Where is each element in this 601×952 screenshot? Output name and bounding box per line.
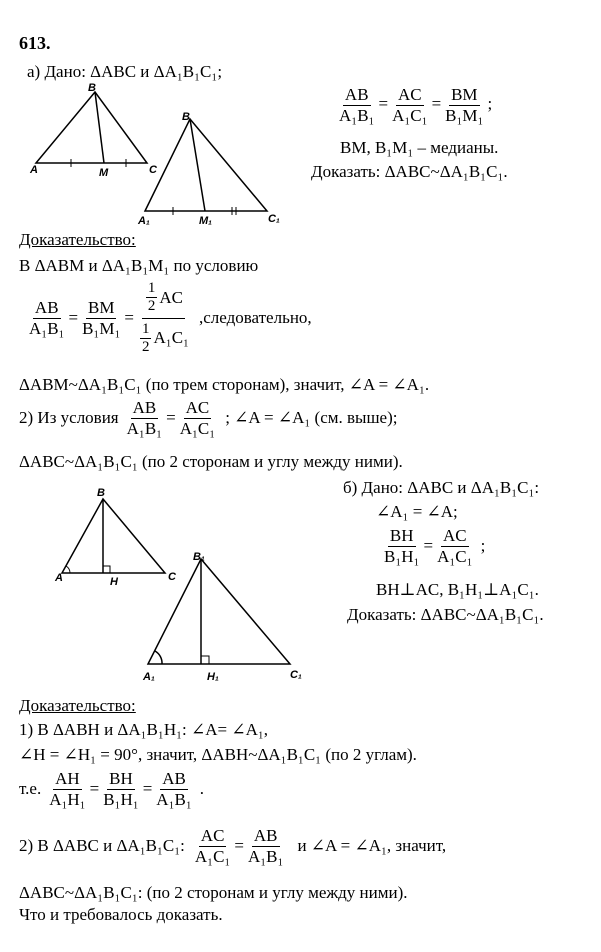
line4-end: и ∠A = ∠A₁, значит, bbox=[297, 836, 447, 856]
triangle-abc-altitude bbox=[62, 499, 165, 573]
triangle-abc bbox=[36, 92, 147, 163]
therefore-text: ,следовательно, bbox=[198, 308, 312, 327]
denominator: 2 bbox=[147, 298, 156, 315]
fraction bbox=[382, 526, 421, 566]
denominator: A₁C₁ bbox=[194, 846, 231, 866]
numerator: AC bbox=[398, 85, 422, 104]
label-b1: B bbox=[182, 111, 190, 123]
numerator: 1 bbox=[146, 280, 158, 298]
label-c1: C₁ bbox=[290, 669, 302, 681]
right-angle-mark bbox=[103, 566, 110, 573]
numerator: AC bbox=[443, 526, 467, 545]
part-b-angle: ∠A₁ = ∠A; bbox=[376, 502, 458, 521]
numerator: AB bbox=[34, 297, 59, 317]
numerator: 1 bbox=[140, 321, 152, 339]
prove-a: Доказать: ΔABC~ΔA₁B₁C₁. bbox=[311, 162, 508, 181]
proof-b-line4 bbox=[19, 826, 446, 866]
proof-b-line1: 1) В ΔABH и ΔA₁B₁H₁: ∠A= ∠A₁, bbox=[19, 720, 269, 739]
label-m: M bbox=[99, 167, 109, 179]
half-num-text: AC bbox=[159, 287, 184, 307]
half-fraction bbox=[146, 280, 158, 316]
angle-arc-a1 bbox=[155, 651, 162, 664]
proof-a-line3: ΔABM~ΔA₁B₁C₁ (по трем сторонам), значит, ∠A = ∠A₁. bbox=[19, 375, 430, 394]
ie-text: т.е. bbox=[19, 779, 42, 799]
label-a: A bbox=[55, 572, 63, 584]
denominator: 2 bbox=[141, 338, 150, 355]
proof-b-heading: Доказательство: bbox=[19, 696, 136, 715]
denominator: A₁B₁ bbox=[126, 418, 163, 438]
part-b-perp: BH⊥AC, B₁H₁⊥A₁C₁. bbox=[376, 580, 539, 599]
fraction bbox=[101, 769, 140, 809]
label-a1: A₁ bbox=[143, 671, 155, 683]
label-c: C bbox=[149, 164, 157, 176]
numerator: AH bbox=[55, 769, 80, 788]
problem-number: 613. bbox=[19, 33, 51, 53]
fraction bbox=[154, 769, 193, 809]
given-label: а) Дано: bbox=[27, 62, 86, 81]
part-b-ratio bbox=[380, 526, 485, 566]
line4-end: ; ∠A = ∠A₁ (см. выше); bbox=[225, 408, 398, 428]
numerator: BM bbox=[451, 85, 478, 104]
label-a1: A₁ bbox=[138, 215, 150, 227]
triangle-a1b1c1 bbox=[145, 119, 267, 211]
numerator: AB bbox=[253, 826, 278, 845]
median-b1m1 bbox=[190, 119, 205, 211]
denominator: A₁H₁ bbox=[49, 789, 86, 809]
numerator: BH bbox=[109, 769, 133, 788]
fraction bbox=[80, 298, 122, 338]
label-c1: C₁ bbox=[268, 213, 280, 225]
equals-sign: = bbox=[89, 779, 100, 799]
denominator: B₁H₁ bbox=[103, 789, 139, 809]
denominator: A₁C₁ bbox=[392, 105, 428, 125]
denominator: A₁B₁ bbox=[339, 105, 375, 125]
denominator: A₁B₁ bbox=[29, 318, 65, 338]
denominator: A₁C₁ bbox=[437, 546, 473, 566]
numerator: AB bbox=[132, 398, 157, 417]
denominator: A₁B₁ bbox=[247, 846, 284, 866]
label-h1: H₁ bbox=[207, 671, 219, 683]
compound-fraction bbox=[136, 280, 191, 356]
label-a: A bbox=[30, 164, 38, 176]
equals-sign: = bbox=[68, 308, 79, 327]
label-b: B bbox=[97, 487, 105, 499]
compound-numerator bbox=[142, 280, 185, 319]
numerator: AC bbox=[185, 398, 210, 417]
ratio-condition: $\frac{AB}{\text{A₁B₁}}$ = $\frac{AC}{\text{A₁C₁}}$ = $\frac{BM}{\text{B₁M₁}}$ ; bbox=[339, 85, 493, 125]
label-b1: B₁ bbox=[193, 551, 205, 563]
equals-sign: = bbox=[142, 779, 153, 799]
label-b: B bbox=[88, 82, 96, 94]
proof-a-line5: ΔABC~ΔA₁B₁C₁ (по 2 сторонам и углу между ними). bbox=[19, 452, 403, 471]
fraction bbox=[47, 769, 87, 809]
ratio-end: ; bbox=[487, 93, 493, 113]
numerator: AC bbox=[200, 826, 225, 845]
label-c: C bbox=[168, 571, 176, 583]
medians-text: BM, B₁M₁ – медианы. bbox=[340, 138, 499, 157]
given-triangles: ΔABC и ΔA₁B₁C₁; bbox=[90, 62, 223, 81]
fraction bbox=[246, 826, 285, 866]
label-h: H bbox=[110, 576, 118, 588]
numerator: BH bbox=[389, 526, 414, 545]
equals-sign: = bbox=[124, 308, 134, 327]
numerator: AB bbox=[162, 769, 186, 788]
proof-a-line4 bbox=[19, 398, 397, 438]
proof-b-ie-ratio bbox=[19, 769, 204, 809]
ratio-end: ; bbox=[480, 536, 486, 556]
conclusion: Что и требовалось доказать. bbox=[19, 905, 223, 924]
fraction bbox=[27, 298, 66, 338]
fraction bbox=[125, 398, 164, 438]
label-m1: M₁ bbox=[199, 215, 213, 227]
denominator: A₁C₁ bbox=[179, 418, 216, 438]
fraction bbox=[435, 526, 474, 566]
proof-a-line1: В ΔABM и ΔA₁B₁M₁ по условию bbox=[19, 256, 259, 275]
numerator: AB bbox=[344, 85, 369, 104]
part-b-prove: Доказать: ΔABC~ΔA₁B₁C₁. bbox=[347, 605, 544, 624]
fraction bbox=[193, 826, 232, 866]
line4-start: 2) В ΔABC и ΔA₁B₁C₁: bbox=[19, 836, 185, 856]
denominator: B₁H₁ bbox=[384, 546, 420, 566]
proof-b-line5: ΔABC~ΔA₁B₁C₁: (по 2 сторонам и углу между ними). bbox=[19, 883, 408, 902]
denominator: A₁B₁ bbox=[156, 789, 192, 809]
equals-sign: = bbox=[166, 408, 176, 428]
proof-b-line2: ∠H = ∠H₁ = 90°, значит, ΔABH~ΔA₁B₁C₁ (по 2 углам). bbox=[19, 745, 417, 764]
proof-a-ratio bbox=[25, 280, 312, 356]
half-den-text: A₁C₁ bbox=[153, 328, 189, 348]
line4-start: 2) Из условия bbox=[19, 408, 119, 428]
half-fraction bbox=[140, 321, 152, 357]
equals-sign: = bbox=[423, 536, 434, 556]
proof-a-heading: Доказательство: bbox=[19, 230, 136, 249]
denominator: B₁M₁ bbox=[445, 105, 484, 125]
angle-arc-a bbox=[66, 566, 70, 573]
equals-sign: = bbox=[234, 836, 244, 856]
fraction bbox=[178, 398, 217, 438]
compound-denominator bbox=[136, 319, 191, 357]
part-b-given: б) Дано: ΔABC и ΔA₁B₁C₁: bbox=[343, 478, 540, 497]
right-angle-mark bbox=[201, 656, 209, 664]
dot: . bbox=[199, 779, 205, 799]
denominator: B₁M₁ bbox=[82, 318, 121, 338]
numerator: BM bbox=[88, 297, 115, 317]
